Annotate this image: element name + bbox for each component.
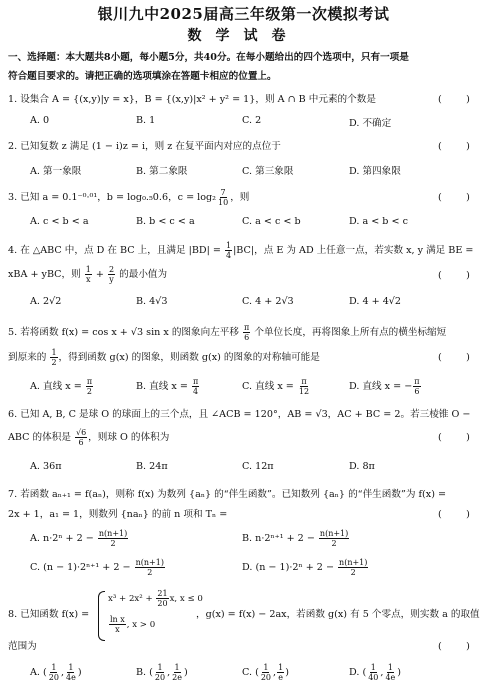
q7-answer-paren: ( ) — [438, 509, 470, 520]
q2-option-c: C. 第三象限 — [242, 166, 294, 177]
q4-option-b: B. 4√3 — [136, 296, 168, 307]
q7-option-b: B. n·2ⁿ⁺¹ + 2 − $\frac{n(n+1)}{2}$ — [242, 529, 349, 548]
q6-stem-line2: ABC 的体积是 $\frac{√6}{6}$ ，则球 O 的体积为 — [8, 428, 170, 447]
q4-stem-line2: xBA + yBC，则 $\frac{1}{x}$ + $\frac{2}{y}$ 的最小值为 — [8, 265, 168, 284]
q4-option-d: D. 4 + 4√2 — [349, 296, 402, 307]
q4-option-a: A. 2√2 — [30, 296, 62, 307]
q3-option-a: A. c < b < a — [30, 216, 89, 227]
q1-option-b: B. 1 — [136, 115, 156, 126]
q4-stem-line1: 4. 在 △ABC 中，点 D 在 BC 上，且满足 |BD| = $\frac{1}{4}$ |BC|，点 E 为 AD 上任意一点，若实数 x, y 满足 BE = — [8, 241, 474, 260]
q2-answer-paren: ( ) — [438, 141, 470, 152]
q3-option-c: C. a < c < b — [242, 216, 301, 227]
q6-option-d: D. 8π — [349, 461, 375, 472]
q8-stem-tail: 范围为 — [8, 641, 37, 652]
q5-option-d: D. 直线 x = − $\frac{\pi}{6}$ — [349, 377, 420, 396]
q5-answer-paren: ( ) — [438, 352, 470, 363]
q4-answer-paren: ( ) — [438, 270, 470, 281]
q5-option-b: B. 直线 x = $\frac{\pi}{4}$ — [136, 377, 199, 396]
q3-stem-part1: 3. 已知 a = 0.1⁻⁰·⁰¹，b = log₀.₅0.6，c = log₂ — [8, 192, 216, 203]
q5-stem-line2: 到原来的 $\frac{1}{2}$ ，得到函数 g(x) 的图象，则函数 g(x) 的图象的对称轴可能是 — [8, 348, 320, 367]
q6-answer-paren: ( ) — [438, 432, 470, 443]
q1-stem: 1. 设集合 A = {(x,y)|y = x}，B = {(x,y)|x² + y² = 1}，则 A ∩ B 中元素的个数是 — [8, 94, 376, 105]
q5-option-c: C. 直线 x = $\frac{\pi}{12}$ — [242, 377, 310, 396]
q2-option-b: B. 第二象限 — [136, 166, 188, 177]
q4-option-c: C. 4 + 2√3 — [242, 296, 294, 307]
q8-option-b: B. ( $\frac{1}{20}$ , $\frac{1}{2e}$ ) — [136, 663, 188, 682]
q2-option-d: D. 第四象限 — [349, 166, 401, 177]
q5-option-a: A. 直线 x = $\frac{\pi}{2}$ — [30, 377, 93, 396]
q3-fraction: $\frac{7}{10}$ — [218, 188, 229, 207]
q8-piece-1: x³ + 2x² + $\frac{21}{20}$ x, x ≤ 0 — [108, 589, 203, 608]
q3-option-b: B. b < c < a — [136, 216, 195, 227]
q7-stem-line1: 7. 若函数 aₙ₊₁ = f(aₙ)，则称 f(x) 为数列 {aₙ} 的“伴生函数”。已知数列 {aₙ} 的“伴生函数”为 f(x) = — [8, 489, 447, 500]
q4-fraction-2: $\frac{1}{x}$ — [85, 265, 91, 284]
q8-answer-paren: ( ) — [438, 641, 470, 652]
q7-option-a: A. n·2ⁿ + 2 − $\frac{n(n+1)}{2}$ — [30, 529, 128, 548]
q4-fraction-1: $\frac{1}{4}$ — [225, 241, 232, 260]
q3-stem-part2: ，则 — [230, 192, 250, 203]
q3-option-d: D. a < b < c — [349, 216, 408, 227]
q7-option-d: D. (n − 1)·2ⁿ + 2 − $\frac{n(n+1)}{2}$ — [242, 558, 368, 577]
q8-option-d: D. ( $\frac{1}{40}$ , $\frac{1}{4e}$ ) — [349, 663, 402, 682]
q8-stem-main: ，g(x) = f(x) − 2ax，若函数 g(x) 有 5 个零点，则实数 a 的取值 — [196, 609, 480, 620]
q1-answer-paren: ( ) — [438, 94, 470, 105]
q6-option-b: B. 24π — [136, 461, 168, 472]
q1-option-d: D. 不确定 — [349, 118, 392, 129]
q7-option-c: C. (n − 1)·2ⁿ⁺¹ + 2 − $\frac{n(n+1)}{2}$ — [30, 558, 164, 577]
q5-stem-line1: 5. 若将函数 f(x) = cos x + √3 sin x 的图象向左平移 $\frac{\pi}{6}$ 个单位长度，再将图象上所有点的横坐标缩短 — [8, 323, 447, 342]
q3-answer-paren: ( ) — [438, 192, 470, 203]
q8-option-a: A. ( $\frac{1}{20}$ , $\frac{1}{4e}$ ) — [30, 663, 82, 682]
q3-stem — [8, 187, 249, 209]
exam-subtitle: 数学试卷 — [187, 28, 300, 44]
q4-fraction-3: $\frac{2}{y}$ — [109, 265, 115, 284]
q6-fraction: $\frac{√6}{6}$ — [75, 428, 87, 447]
q6-option-c: C. 12π — [242, 461, 274, 472]
q6-stem-line1: 6. 已知 A, B, C 是球 O 的球面上的三个点，且 ∠ACB = 120°，AB = √3，AC + BC = 2。若三棱锥 O − — [8, 409, 471, 420]
q8-piecewise-brace — [98, 591, 105, 641]
q5-fraction-2: $\frac{1}{2}$ — [51, 348, 57, 367]
q1-option-a: A. 0 — [30, 115, 50, 126]
q7-stem-line2: 2x + 1，a₁ = 1，则数列 {naₙ} 的前 n 项和 Tₙ = — [8, 509, 228, 520]
q2-option-a: A. 第一象限 — [30, 166, 82, 177]
q8-option-c: C. ( $\frac{1}{20}$ , $\frac{1}{e}$ ) — [242, 663, 289, 682]
section-heading-line2: 符合题目要求的。请把正确的选项填涂在答题卡相应的位置上。 — [8, 71, 277, 82]
q6-option-a: A. 36π — [30, 461, 62, 472]
q2-stem: 2. 已知复数 z 满足 (1 − i)z = i，则 z 在复平面内对应的点位于 — [8, 141, 281, 152]
q8-stem-prefix: 8. 已知函数 f(x) = — [8, 609, 90, 620]
q8-piece-2: $\frac{\text{ln x}}{x}$ , x > 0 — [110, 615, 156, 634]
q5-fraction-1: $\frac{\pi}{6}$ — [244, 323, 250, 342]
q1-option-c: C. 2 — [242, 115, 262, 126]
section-heading-line1: 一、选择题：本大题共8小题，每小题5分，共40分。在每小题给出的四个选项中，只有一项是 — [8, 52, 409, 63]
exam-title: 银川九中2025届高三年级第一次模拟考试 — [97, 5, 390, 23]
